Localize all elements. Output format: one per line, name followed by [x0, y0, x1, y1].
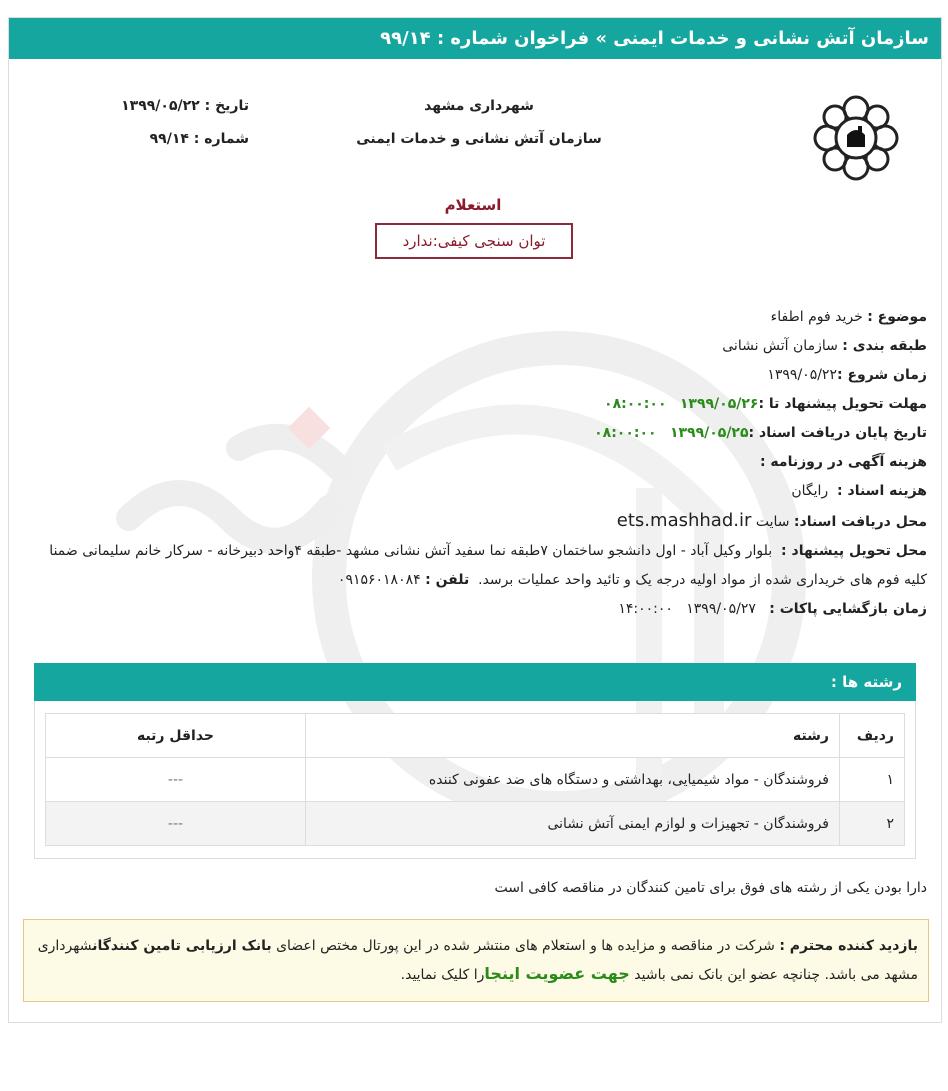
doc-cost-row: هزینه اسناد : رایگان [791, 483, 927, 499]
field-name: فروشندگان - تجهیزات و لوازم ایمنی آتش نشانی [306, 802, 840, 846]
subject-row: موضوع : خرید فوم اطفاء [770, 309, 927, 325]
table-row [46, 802, 905, 846]
fields-section-header: رشته ها : [34, 663, 916, 701]
start-row: زمان شروع :۱۳۹۹/۰۵/۲۲ [767, 367, 927, 383]
notice-bank: بانک ارزیابی تامین کنندگان [92, 938, 272, 954]
row-number: ۲ [840, 802, 905, 846]
deadline-row: مهلت تحویل پیشنهاد تا :۱۳۹۹/۰۵/۲۶ ۰۸:۰۰:۰۰ [604, 396, 927, 412]
column-header-row-number: ردیف [840, 714, 905, 758]
site-link[interactable]: ets.mashhad.ir [616, 510, 752, 531]
municipality-name: شهرداری مشهد [424, 98, 534, 114]
min-rank: --- [46, 758, 306, 802]
notice-text: شرکت در مناقصه و مزایده ها و استعلام های منتشر شده در این پورتال مختص اعضای [276, 938, 775, 954]
membership-link[interactable]: جهت عضویت اینجا [484, 964, 630, 983]
fields-table-container [34, 701, 916, 859]
page-frame [8, 17, 942, 1023]
row-number: ۱ [840, 758, 905, 802]
announcement-number: شماره : ۹۹/۱۴ [149, 131, 249, 147]
content-flow [9, 303, 941, 1016]
delivery-row: محل تحویل پیشنهاد : بلوار وکیل آباد - اول دانشجو ساختمان ۷طبقه نما سفید آتش نشانی مشهد -طبقه ۴واحد دبیرخانه - سرکار خانم سلیمانی ضمنا کلیه فوم های خریداری شده از مواد اولیه درجه یک و تائید واحد عملیات برسد. تلفن : ۰۹۱۵۶۰۱۸۰۸۴ [49, 543, 927, 588]
column-header-min-rank: حداقل رتبه [46, 714, 306, 758]
doc-place-row: محل دریافت اسناد: سایت ets.mashhad.ir [616, 510, 927, 531]
fields-note: دارا بودن یکی از رشته های فوق برای تامین کنندگان در مناقصه کافی است [494, 880, 927, 896]
notice-text: را کلیک نمایید. [400, 967, 485, 983]
category-row: طبقه بندی : سازمان آتش نشانی [722, 338, 927, 354]
notice-lead: بازدید کننده محترم : [779, 938, 918, 954]
opening-row: زمان بازگشایی پاکات : ۱۳۹۹/۰۵/۲۷ ۱۴:۰۰:۰۰ [618, 601, 927, 617]
notice-text: شهرداری مشهد می باشد. چنانچه عضو این بانک نمی باشید [37, 938, 918, 983]
fields-table [45, 713, 905, 846]
organization-name: سازمان آتش نشانی و خدمات ایمنی [356, 131, 602, 147]
column-header-field: رشته [306, 714, 840, 758]
ad-cost-row: هزینه آگهی در روزنامه : [759, 454, 927, 470]
document-type: استعلام [444, 196, 502, 214]
field-name: فروشندگان - مواد شیمیایی، بهداشتی و دستگاه های ضد عفونی کننده [306, 758, 840, 802]
min-rank: --- [46, 802, 306, 846]
announcement-date: تاریخ : ۱۳۹۹/۰۵/۲۲ [121, 98, 249, 114]
docs-end-row: تاریخ پایان دریافت اسناد :۱۳۹۹/۰۵/۲۵ ۰۸:۰۰:۰۰ [594, 425, 927, 441]
mashhad-municipality-logo [811, 93, 901, 183]
page-header: سازمان آتش نشانی و خدمات ایمنی » فراخوان شماره : ۹۹/۱۴ [9, 18, 941, 59]
table-header [46, 714, 905, 758]
visitor-notice [23, 919, 929, 1002]
table-row [46, 758, 905, 802]
tender-details [39, 303, 927, 653]
qualification-badge: توان سنجی کیفی:ندارد [375, 223, 573, 259]
